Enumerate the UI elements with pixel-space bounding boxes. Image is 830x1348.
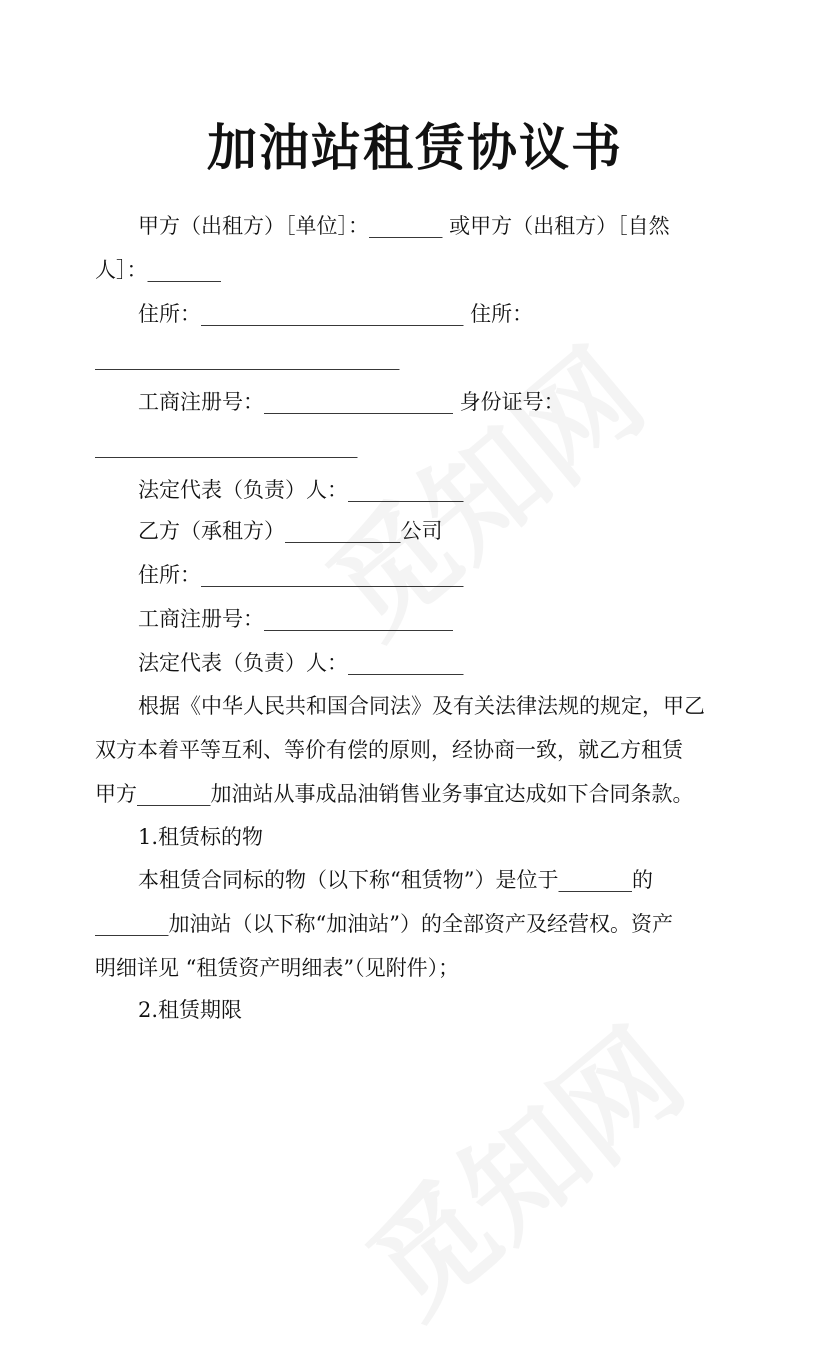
preamble-line3: 甲方_______加油站从事成品油销售业务事宜达成如下合同条款。 — [95, 782, 694, 806]
address-line2: _____________________________ — [95, 346, 400, 370]
address-b: 住所：_________________________ — [138, 563, 464, 587]
legal-representative-b: 法定代表（负责）人：___________ — [138, 651, 464, 675]
watermark-bottom — [327, 984, 713, 1347]
registration-number-b: 工商注册号：__________________ — [138, 607, 453, 631]
section2-heading: 2.租赁期限 — [138, 998, 243, 1022]
registration-number-line1: 工商注册号：__________________ 身份证号： — [138, 390, 565, 414]
section1-line2: _______加油站（以下称“加油站”）的全部资产及经营权。资产 — [95, 912, 673, 936]
registration-number-line2: _________________________ — [95, 434, 358, 458]
party-b: 乙方（承租方）___________公司 — [138, 519, 443, 543]
document-title: 加油站租赁协议书 — [207, 119, 623, 177]
address-line1: 住所：_________________________ 住所： — [138, 302, 534, 326]
section1-line1: 本租赁合同标的物（以下称“租赁物”）是位于_______的 — [138, 868, 653, 892]
section1-line3: 明细详见 “租赁资产明细表”（见附件）； — [95, 956, 460, 980]
preamble-line1: 根据《中华人民共和国合同法》及有关法律法规的规定，甲乙 — [138, 694, 705, 718]
legal-representative-a: 法定代表（负责）人：___________ — [138, 478, 464, 502]
party-a-unit-line1: 甲方（出租方）［单位］：_______ 或甲方（出租方）［自然 — [138, 214, 670, 238]
preamble-line2: 双方本着平等互利、等价有偿的原则，经协商一致，就乙方租赁 — [95, 738, 683, 762]
party-a-unit-line2: 人］：_______ — [95, 258, 221, 282]
section1-heading: 1.租赁标的物 — [138, 825, 264, 849]
